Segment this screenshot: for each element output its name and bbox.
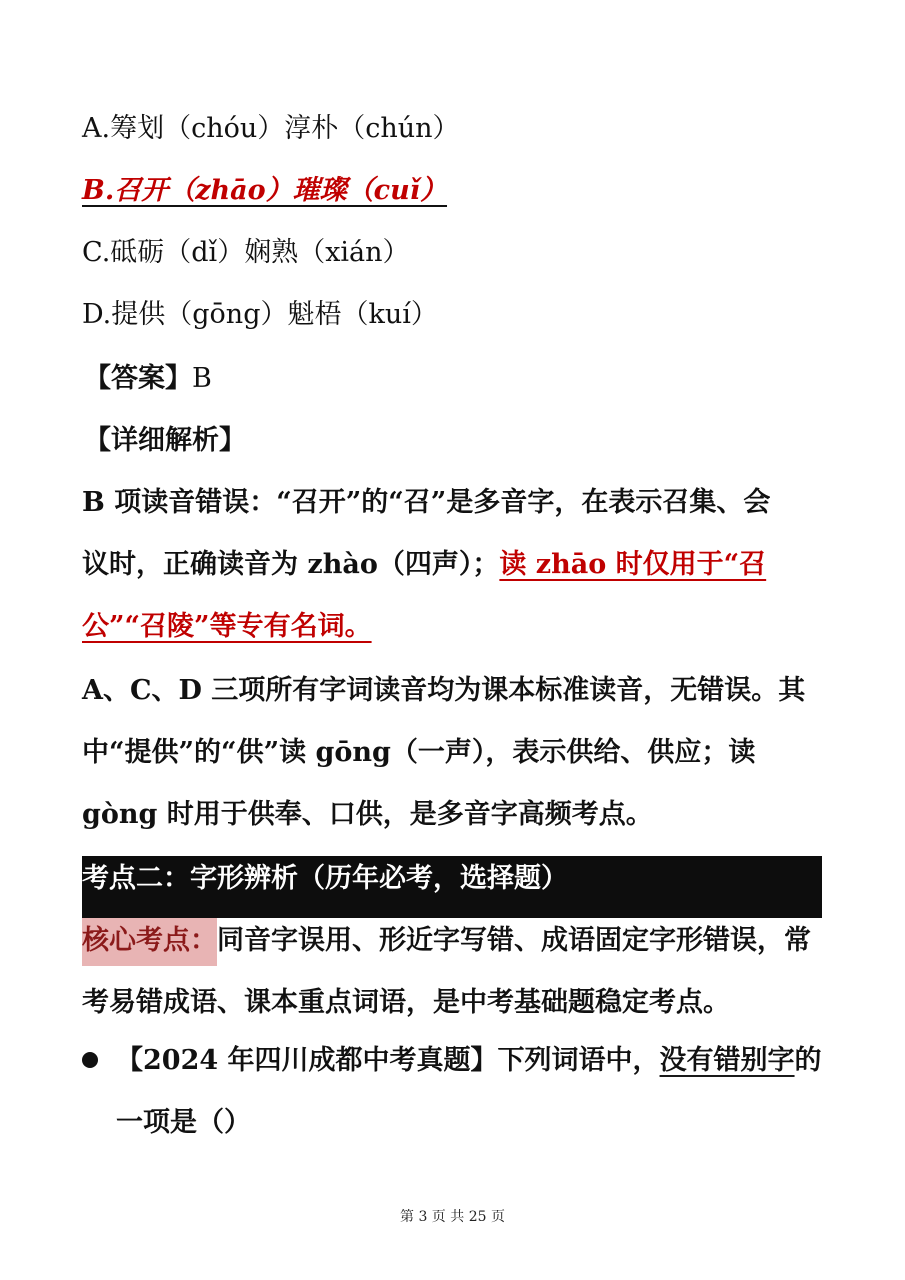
- core-point-text: 同音字误用、形近字写错、成语固定字形错误，常: [217, 925, 811, 956]
- option-a: A.筹划（chóu）淳朴（chún）: [82, 113, 460, 144]
- answer-label: 【答案】: [84, 363, 192, 394]
- option-c: C.砥砺（dǐ）娴熟（xián）: [82, 237, 410, 268]
- analysis-para1-line2: [82, 546, 766, 584]
- bullet-icon: [82, 1052, 98, 1068]
- question-suffix: 的: [794, 1045, 822, 1076]
- section-title-bar: [82, 856, 822, 918]
- core-point-line2: 考易错成语、课本重点词语，是中考基础题稳定考点。: [82, 987, 730, 1018]
- core-point-label: 核心考点：: [82, 918, 217, 966]
- page-footer: 第 3 页 共 25 页: [400, 1209, 505, 1225]
- answer-value: B: [192, 363, 212, 394]
- option-d: D.提供（gōng）魁梧（kuí）: [82, 299, 438, 330]
- core-point-line1: [82, 918, 811, 966]
- question-line1: [116, 1042, 822, 1080]
- question-prefix: 【2024 年四川成都中考真题】下列词语中，: [116, 1045, 660, 1076]
- question-underlined: 没有错别字: [659, 1045, 795, 1076]
- option-b-correct-answer: B.召开（zhāo）璀璨（cuǐ）: [82, 175, 448, 206]
- analysis-para1-red-end: 公”“召陵”等专有名词。: [82, 611, 372, 642]
- answer-line: [84, 360, 212, 398]
- section-title: 考点二：字形辨析（历年必考，选择题）: [82, 863, 568, 894]
- analysis-para2-line3: gòng 时用于供奉、口供，是多音字高频考点。: [82, 799, 653, 830]
- question-line2: 一项是（）: [116, 1107, 251, 1138]
- analysis-para1-line1: B 项读音错误：“召开”的“召”是多音字，在表示召集、会: [82, 487, 771, 518]
- analysis-para1-plain: 议时，正确读音为 zhào（四声）；: [82, 549, 500, 580]
- analysis-para2-line1: A、C、D 三项所有字词读音均为课本标准读音，无错误。其: [82, 675, 806, 706]
- analysis-label: 【详细解析】: [84, 425, 246, 456]
- analysis-para1-red-start: 读 zhāo 时仅用于“召: [499, 549, 767, 580]
- analysis-para2-line2: 中“提供”的“供”读 gōng（一声），表示供给、供应；读: [82, 737, 756, 768]
